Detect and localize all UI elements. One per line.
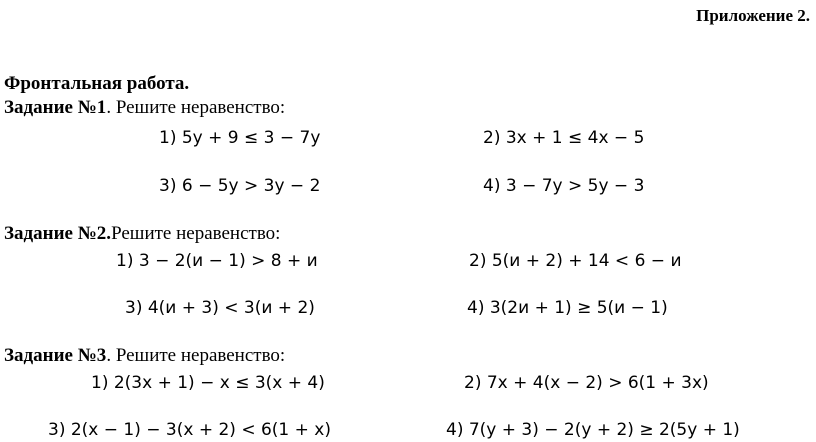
task-1-heading [4, 97, 285, 119]
task-3-sep: . [106, 345, 116, 366]
task-3-heading [4, 345, 285, 367]
task-3-label: Задание №3 [4, 345, 107, 366]
appendix-label: Приложение 2. [696, 6, 810, 25]
task-1-item-2: 2) 3x + 1 ≤ 4x − 5 [483, 128, 645, 148]
page-title: Фронтальная работа. [4, 73, 190, 94]
task-3-item-4: 4) 7(y + 3) − 2(y + 2) ≥ 2(5y + 1) [446, 420, 740, 440]
task-2-item-2: 2) 5(и + 2) + 14 < 6 − и [469, 251, 682, 271]
task-2-label: Задание №2. [4, 223, 112, 244]
task-1-label: Задание №1 [4, 97, 107, 118]
task-3-instruction: Решите неравенство: [115, 345, 286, 366]
task-2-instruction: Решите неравенство: [111, 223, 281, 244]
task-3-item-1: 1) 2(3x + 1) − x ≤ 3(x + 4) [91, 373, 325, 393]
task-2-item-3: 3) 4(и + 3) < 3(и + 2) [125, 298, 315, 318]
task-1-sep: . [106, 97, 116, 118]
task-1-instruction: Решите неравенство: [115, 97, 286, 118]
task-2-item-1: 1) 3 − 2(и − 1) > 8 + и [116, 251, 318, 271]
task-3-item-3: 3) 2(x − 1) − 3(x + 2) < 6(1 + x) [48, 420, 331, 440]
task-2-item-4: 4) 3(2и + 1) ≥ 5(и − 1) [467, 298, 668, 318]
task-1-item-3: 3) 6 − 5y > 3y − 2 [159, 176, 321, 196]
task-1-item-4: 4) 3 − 7y > 5y − 3 [483, 176, 645, 196]
task-3-item-2: 2) 7x + 4(x − 2) > 6(1 + 3x) [464, 373, 709, 393]
task-1-item-1: 1) 5y + 9 ≤ 3 − 7y [159, 128, 321, 148]
task-2-heading [4, 223, 280, 245]
